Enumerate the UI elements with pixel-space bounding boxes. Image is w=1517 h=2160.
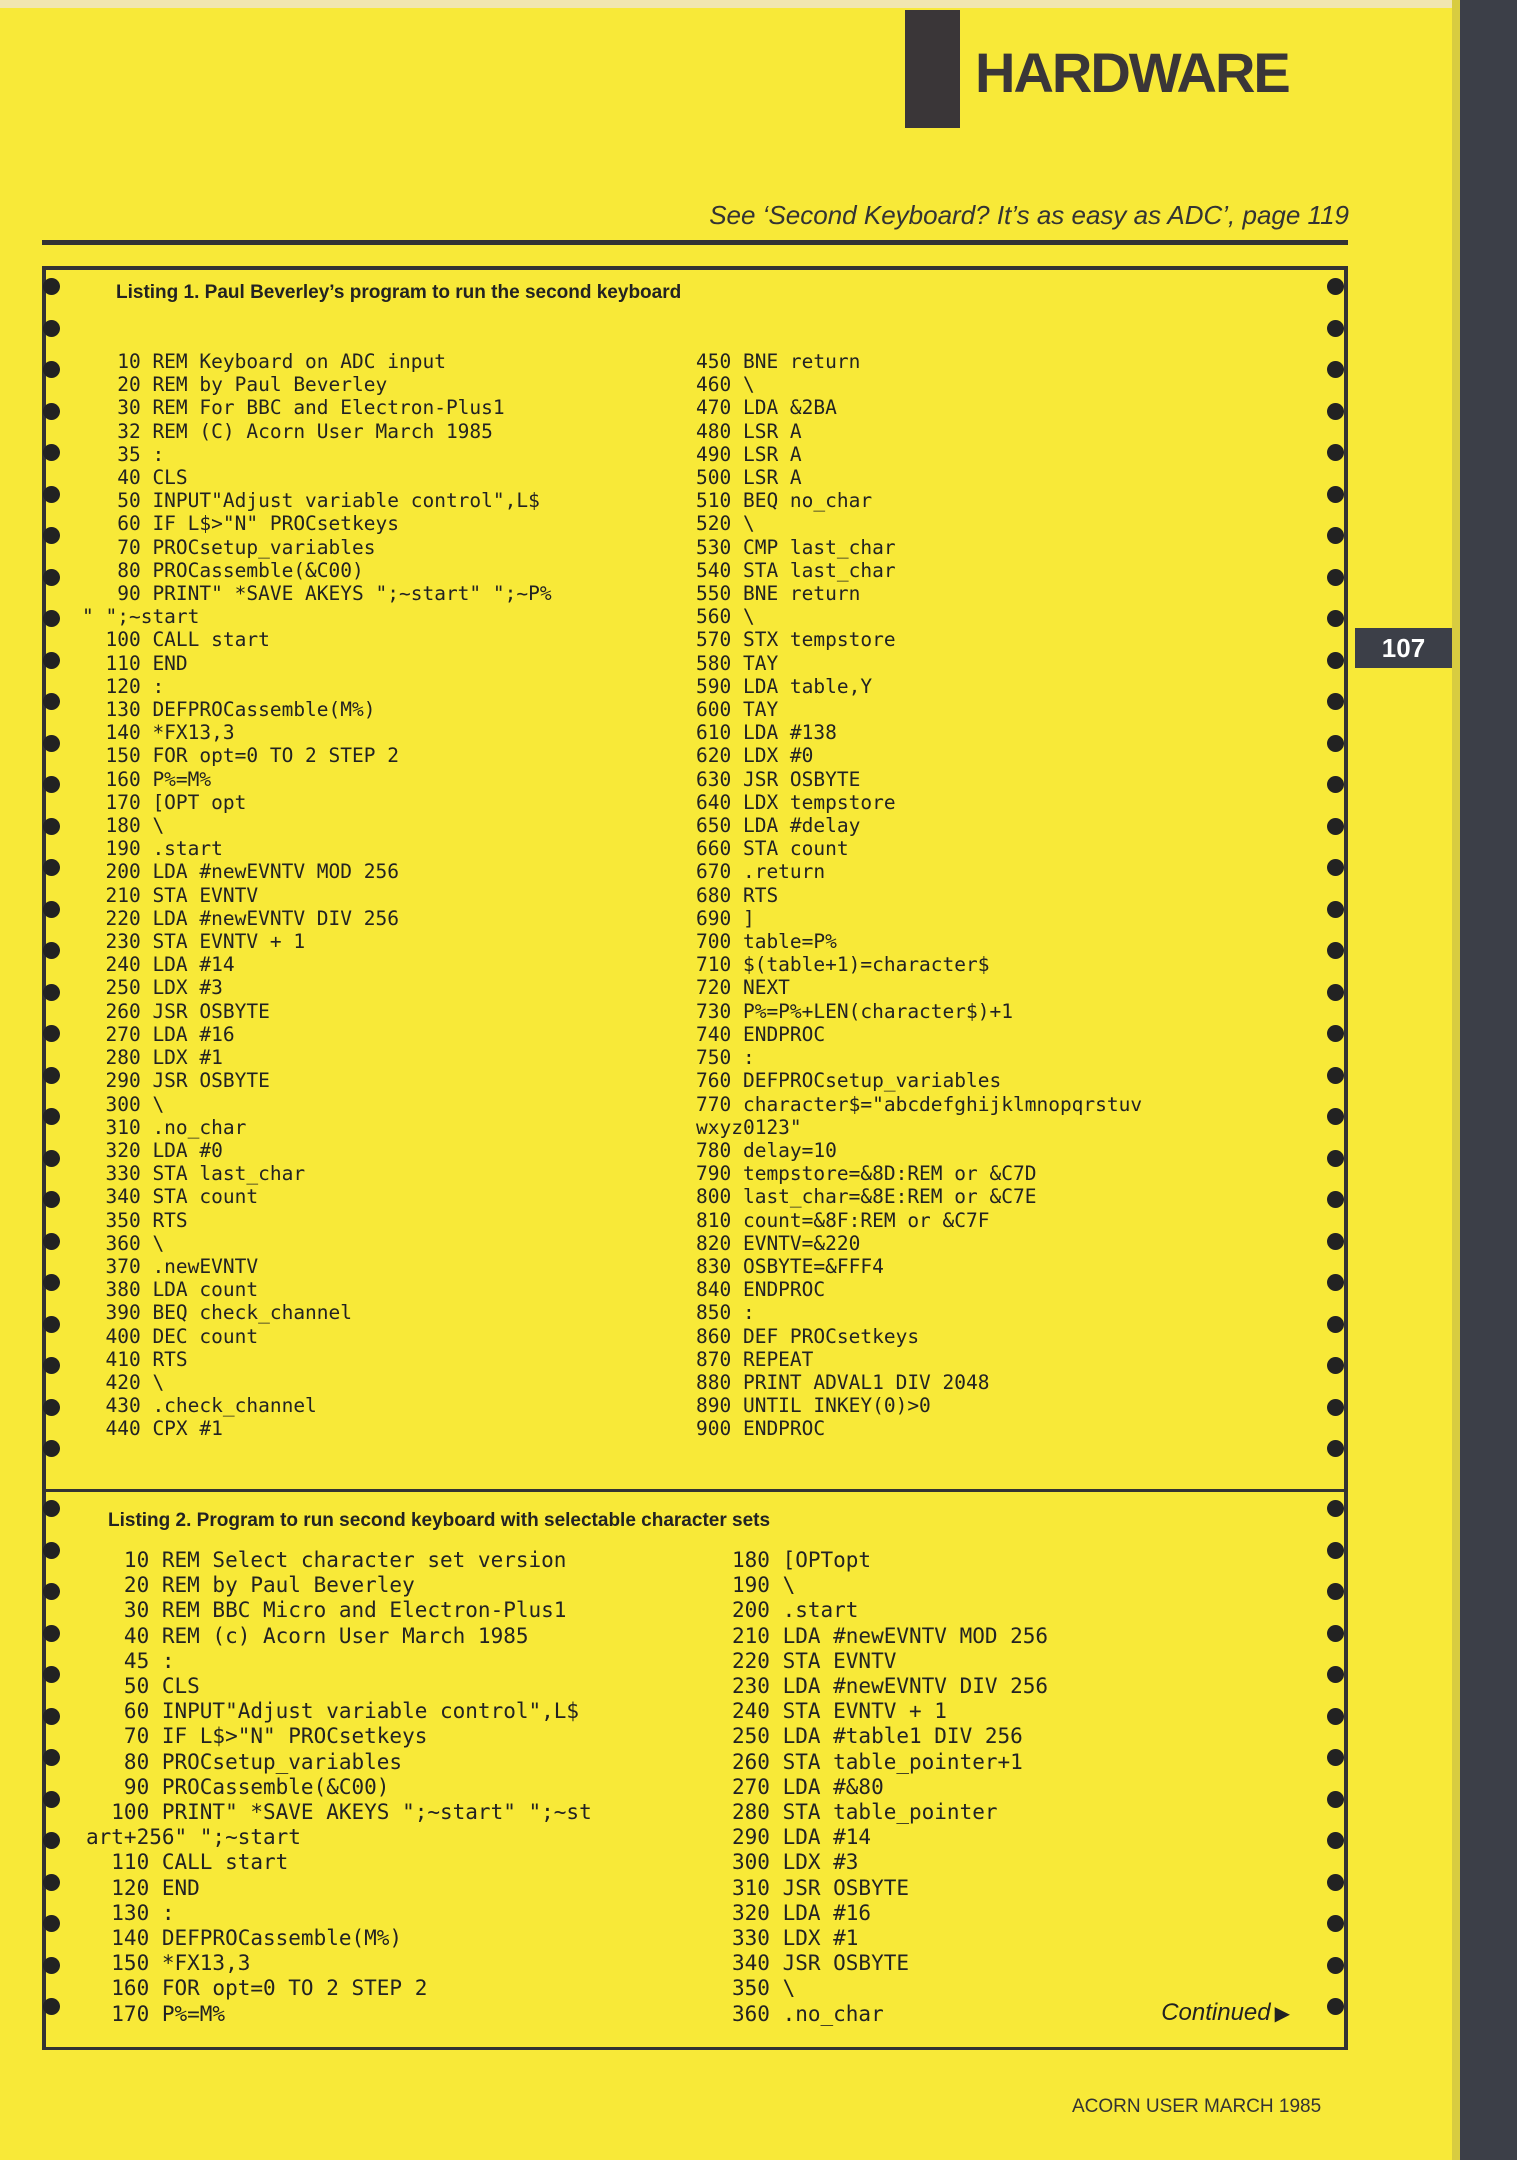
perforation-hole	[43, 776, 60, 793]
section-title: HARDWARE	[975, 41, 1289, 104]
perforation-hole	[43, 403, 60, 420]
code-line: 440 CPX #1	[82, 1417, 223, 1441]
code-line: 450 BNE return	[696, 350, 861, 373]
code-line: 580 TAY	[696, 651, 779, 675]
code-line: 190 .start	[82, 837, 223, 861]
code-line: 720 NEXT	[696, 976, 790, 1000]
code-line: 770 character$="abcdefghijklmnopqrstuv	[696, 1092, 1143, 1116]
code-line: 480 LSR A	[696, 419, 802, 443]
perforation-hole	[1327, 1067, 1344, 1084]
perforation-hole	[1327, 1191, 1344, 1208]
code-line: 45 :	[86, 1648, 175, 1673]
code-line: 110 END	[82, 651, 188, 675]
code-line: 780 delay=10	[696, 1138, 837, 1162]
code-line: 290 JSR OSBYTE	[82, 1069, 270, 1093]
code-line: 460 \	[696, 373, 755, 397]
perforation-hole	[1327, 361, 1344, 378]
code-line: 390 BEQ check_channel	[82, 1301, 353, 1325]
perforation-hole	[43, 1791, 60, 1808]
perforation-hole	[43, 610, 60, 627]
perforation-hole	[1327, 1915, 1344, 1932]
code-line: 60 INPUT"Adjust variable control",L$	[86, 1699, 580, 1724]
code-line: 50 INPUT"Adjust variable control",L$	[82, 489, 540, 513]
code-line: 250 LDX #3	[82, 976, 223, 1000]
perforation-hole	[43, 859, 60, 876]
perforation-hole	[43, 901, 60, 918]
code-line: 240 LDA #14	[82, 953, 235, 977]
perforation-hole	[43, 1874, 60, 1891]
binding-edge	[1460, 0, 1517, 2160]
perforation-hole	[1327, 818, 1344, 835]
code-line: 32 REM (C) Acorn User March 1985	[82, 419, 493, 443]
footer-issue-line: ACORN USER MARCH 1985	[1072, 2096, 1322, 2117]
code-line: 320 LDA #16	[732, 1900, 872, 1925]
code-line: 80 PROCsetup_variables	[86, 1749, 403, 1774]
code-line: 490 LSR A	[696, 442, 802, 466]
continued-text: Continued	[1161, 1999, 1271, 2026]
code-line: 860 DEF PROCsetkeys	[696, 1324, 920, 1348]
listing-2-code-right	[732, 1548, 1048, 2027]
perforation-hole	[43, 1708, 60, 1725]
code-line: 320 LDA #0	[82, 1138, 223, 1162]
perforation-hole	[43, 1025, 60, 1042]
perforation-hole	[1327, 1832, 1344, 1849]
code-line: 570 STX tempstore	[696, 628, 896, 652]
code-line: 220 STA EVNTV	[732, 1648, 897, 1673]
code-line: 350 RTS	[82, 1208, 188, 1232]
code-line: 210 STA EVNTV	[82, 883, 259, 907]
perforation-holes-right	[1327, 270, 1347, 1489]
code-line: 500 LSR A	[696, 466, 802, 490]
code-line: 880 PRINT ADVAL1 DIV 2048	[696, 1370, 990, 1394]
perforation-hole	[1327, 444, 1344, 461]
perforation-hole	[43, 1108, 60, 1125]
listing-2-box	[42, 1492, 1348, 2050]
perforation-hole	[43, 361, 60, 378]
code-line: 310 .no_char	[82, 1115, 247, 1139]
perforation-hole	[1327, 278, 1344, 295]
code-line: 40 REM (c) Acorn User March 1985	[86, 1623, 529, 1648]
perforation-hole	[43, 1915, 60, 1932]
code-line: 710 $(table+1)=character$	[696, 953, 990, 977]
listing-1-code-right	[696, 350, 1142, 1441]
listing-2-code-left	[86, 1548, 592, 2027]
code-line: art+256" ";~start	[86, 1825, 301, 1850]
code-line: 250 LDA #table1 DIV 256	[732, 1724, 1023, 1749]
code-line: 200 .start	[732, 1598, 859, 1623]
listing-1-code-left	[82, 350, 552, 1441]
code-line: 20 REM by Paul Beverley	[82, 373, 388, 397]
code-line: 890 UNTIL INKEY(0)>0	[696, 1394, 931, 1418]
perforation-hole	[1327, 1150, 1344, 1167]
code-line: 230 STA EVNTV + 1	[82, 930, 306, 954]
listing-2-caption: Listing 2. Program to run second keyboard with selectable character sets	[108, 1510, 771, 1531]
code-line: 470 LDA &2BA	[696, 396, 837, 420]
perforation-hole	[43, 278, 60, 295]
perforation-holes-right	[1327, 1492, 1347, 2047]
code-line: 130 DEFPROCassemble(M%)	[82, 698, 376, 722]
right-triangle-arrow-icon: ▶	[1274, 2003, 1290, 2025]
code-line: 130 :	[86, 1900, 175, 1925]
code-line: 410 RTS	[82, 1347, 188, 1371]
code-line: 270 LDA #&80	[732, 1774, 884, 1799]
code-line: 290 LDA #14	[732, 1825, 872, 1850]
code-line: 680 RTS	[696, 883, 779, 907]
perforation-hole	[43, 1316, 60, 1333]
perforation-hole	[43, 1500, 60, 1517]
code-line: 230 LDA #newEVNTV DIV 256	[732, 1674, 1049, 1699]
code-line: 590 LDA table,Y	[696, 674, 873, 698]
code-line: 260 JSR OSBYTE	[82, 999, 270, 1023]
code-line: 280 LDX #1	[82, 1046, 223, 1070]
code-line: 300 LDX #3	[732, 1850, 859, 1875]
perforation-hole	[43, 1832, 60, 1849]
code-line: 790 tempstore=&8D:REM or &C7D	[696, 1162, 1037, 1186]
perforation-hole	[1327, 1399, 1344, 1416]
perforation-hole	[43, 818, 60, 835]
code-line: 10 REM Select character set version	[86, 1548, 567, 1572]
perforation-hole	[1327, 1440, 1344, 1457]
code-line: 120 END	[86, 1875, 200, 1900]
perforation-hole	[43, 1233, 60, 1250]
perforation-hole	[43, 693, 60, 710]
perforation-hole	[1327, 1749, 1344, 1766]
perforation-hole	[1327, 1625, 1344, 1642]
perforation-hole	[43, 652, 60, 669]
code-line: 610 LDA #138	[696, 721, 837, 745]
code-line: 660 STA count	[696, 837, 849, 861]
code-line: 670 .return	[696, 860, 826, 884]
code-line: 150 *FX13,3	[86, 1951, 251, 1976]
perforation-hole	[1327, 1708, 1344, 1725]
code-line: 420 \	[82, 1370, 165, 1394]
code-line: 220 LDA #newEVNTV DIV 256	[82, 906, 399, 930]
perforation-hole	[43, 942, 60, 959]
code-line: 310 JSR OSBYTE	[732, 1875, 910, 1900]
code-line: 640 LDX tempstore	[696, 790, 896, 814]
perforation-hole	[43, 444, 60, 461]
code-line: 820 EVNTV=&220	[696, 1231, 861, 1255]
perforation-hole	[43, 527, 60, 544]
code-line: 140 *FX13,3	[82, 721, 235, 745]
code-line: 110 CALL start	[86, 1850, 289, 1875]
code-line: 380 LDA count	[82, 1278, 259, 1302]
code-line: 260 STA table_pointer+1	[732, 1749, 1023, 1774]
perforation-hole	[1327, 1025, 1344, 1042]
perforation-hole	[1327, 1357, 1344, 1374]
perforation-hole	[43, 984, 60, 1001]
perforation-hole	[1327, 735, 1344, 752]
perforation-hole	[43, 1998, 60, 2015]
code-line: 20 REM by Paul Beverley	[86, 1573, 415, 1598]
code-line: wxyz0123"	[696, 1115, 802, 1139]
code-line: 510 BEQ no_char	[696, 489, 873, 513]
perforation-hole	[1327, 652, 1344, 669]
listing-1-box	[42, 266, 1348, 1492]
perforation-hole	[1327, 1791, 1344, 1808]
perforation-hole	[43, 1583, 60, 1600]
code-line: 70 PROCsetup_variables	[82, 535, 376, 559]
perforation-hole	[43, 1749, 60, 1766]
perforation-hole	[1327, 1500, 1344, 1517]
perforation-hole	[1327, 901, 1344, 918]
code-line: 690 ]	[696, 906, 755, 930]
code-line: 550 BNE return	[696, 582, 861, 606]
code-line: 620 LDX #0	[696, 744, 814, 768]
perforation-hole	[43, 1150, 60, 1167]
code-line: 350 \	[732, 1976, 796, 2001]
code-line: 850 :	[696, 1301, 755, 1325]
code-line: 100 CALL start	[82, 628, 270, 652]
code-line: 540 STA last_char	[696, 558, 896, 582]
perforation-hole	[1327, 569, 1344, 586]
code-line: 800 last_char=&8E:REM or &C7E	[696, 1185, 1037, 1209]
perforation-hole	[1327, 610, 1344, 627]
code-line: 520 \	[696, 512, 755, 536]
code-line: 340 STA count	[82, 1185, 259, 1209]
code-line: 170 P%=M%	[86, 2001, 226, 2026]
code-line: 330 LDX #1	[732, 1926, 859, 1951]
perforation-hole	[1327, 1542, 1344, 1559]
page-top-strip	[0, 0, 1460, 8]
perforation-hole	[1327, 693, 1344, 710]
code-line: 700 table=P%	[696, 930, 837, 954]
code-line: 200 LDA #newEVNTV MOD 256	[82, 860, 399, 884]
code-line: 190 \	[732, 1573, 796, 1598]
code-line: 70 IF L$>"N" PROCsetkeys	[86, 1724, 428, 1749]
code-line: 600 TAY	[696, 698, 779, 722]
continued-label	[1161, 1999, 1290, 2027]
code-line: 360 \	[82, 1231, 165, 1255]
code-line: 630 JSR OSBYTE	[696, 767, 861, 791]
perforation-hole	[43, 1399, 60, 1416]
perforation-hole	[1327, 320, 1344, 337]
code-line: 340 JSR OSBYTE	[732, 1951, 910, 1976]
code-line: 90 PRINT" *SAVE AKEYS ";~start" ";~P%	[82, 582, 552, 606]
code-line: 210 LDA #newEVNTV MOD 256	[732, 1623, 1049, 1648]
code-line: 370 .newEVNTV	[82, 1254, 259, 1278]
perforation-hole	[1327, 1666, 1344, 1683]
perforation-hole	[1327, 984, 1344, 1001]
perforation-hole	[1327, 776, 1344, 793]
perforation-hole	[1327, 486, 1344, 503]
code-line: 160 P%=M%	[82, 767, 212, 791]
code-line: 180 \	[82, 814, 165, 838]
code-line: 730 P%=P%+LEN(character$)+1	[696, 999, 1013, 1023]
code-line: 170 [OPT opt	[82, 790, 247, 814]
perforation-hole	[43, 1440, 60, 1457]
perforation-hole	[43, 1666, 60, 1683]
code-line: 90 PROCassemble(&C00)	[86, 1774, 390, 1799]
perforation-hole	[43, 1957, 60, 1974]
perforation-hole	[43, 1625, 60, 1642]
perforation-hole	[1327, 942, 1344, 959]
perforation-hole	[43, 486, 60, 503]
code-line: 40 CLS	[82, 466, 188, 490]
perforation-hole	[1327, 403, 1344, 420]
code-line: 560 \	[696, 605, 755, 629]
code-line: " ";~start	[82, 605, 200, 629]
code-line: 10 REM Keyboard on ADC input	[82, 350, 446, 373]
code-line: 530 CMP last_char	[696, 535, 896, 559]
code-line: 830 OSBYTE=&FFF4	[696, 1254, 884, 1278]
code-line: 360 .no_char	[732, 2001, 884, 2026]
code-line: 900 ENDPROC	[696, 1417, 826, 1441]
perforation-hole	[43, 569, 60, 586]
perforation-hole	[1327, 1274, 1344, 1291]
perforation-hole	[43, 1067, 60, 1084]
code-line: 650 LDA #delay	[696, 814, 861, 838]
code-line: 180 [OPTopt	[732, 1548, 872, 1572]
code-line: 280 STA table_pointer	[732, 1800, 998, 1825]
perforation-holes-left	[43, 270, 63, 1489]
perforation-hole	[43, 1274, 60, 1291]
listing-1-caption: Listing 1. Paul Beverley’s program to run the second keyboard	[116, 282, 682, 303]
code-line: 30 REM For BBC and Electron-Plus1	[82, 396, 505, 420]
perforation-hole	[1327, 1957, 1344, 1974]
perforation-holes-left	[43, 1492, 63, 2047]
perforation-hole	[1327, 1233, 1344, 1250]
code-line: 30 REM BBC Micro and Electron-Plus1	[86, 1598, 567, 1623]
code-line: 760 DEFPROCsetup_variables	[696, 1069, 1002, 1093]
code-line: 740 ENDPROC	[696, 1022, 826, 1046]
code-line: 120 :	[82, 674, 165, 698]
perforation-hole	[43, 735, 60, 752]
code-line: 60 IF L$>"N" PROCsetkeys	[82, 512, 399, 536]
code-line: 50 CLS	[86, 1674, 200, 1699]
code-line: 330 STA last_char	[82, 1162, 306, 1186]
perforation-hole	[1327, 1998, 1344, 2015]
perforation-hole	[1327, 1316, 1344, 1333]
perforation-hole	[43, 320, 60, 337]
section-header-tab	[905, 10, 960, 128]
perforation-hole	[1327, 1583, 1344, 1600]
perforation-hole	[1327, 859, 1344, 876]
code-line: 840 ENDPROC	[696, 1278, 826, 1302]
perforation-hole	[43, 1191, 60, 1208]
perforation-hole	[1327, 527, 1344, 544]
code-line: 80 PROCassemble(&C00)	[82, 558, 364, 582]
code-line: 870 REPEAT	[696, 1347, 814, 1371]
perforation-hole	[1327, 1874, 1344, 1891]
code-line: 810 count=&8F:REM or &C7F	[696, 1208, 990, 1232]
code-line: 300 \	[82, 1092, 165, 1116]
perforation-hole	[43, 1542, 60, 1559]
code-line: 100 PRINT" *SAVE AKEYS ";~start" ";~st	[86, 1800, 592, 1825]
code-line: 160 FOR opt=0 TO 2 STEP 2	[86, 1976, 428, 2001]
code-line: 240 STA EVNTV + 1	[732, 1699, 947, 1724]
see-also-reference: See ‘Second Keyboard? It’s as easy as ADC’, page 119	[709, 200, 1349, 230]
header-rule	[42, 240, 1348, 245]
perforation-hole	[1327, 1108, 1344, 1125]
code-line: 140 DEFPROCassemble(M%)	[86, 1926, 403, 1951]
code-line: 750 :	[696, 1046, 755, 1070]
code-line: 430 .check_channel	[82, 1394, 317, 1418]
code-line: 35 :	[82, 442, 165, 466]
code-line: 270 LDA #16	[82, 1022, 235, 1046]
perforation-hole	[43, 1357, 60, 1374]
page-number-tab: 107	[1355, 628, 1452, 668]
code-line: 150 FOR opt=0 TO 2 STEP 2	[82, 744, 399, 768]
code-line: 400 DEC count	[82, 1324, 259, 1348]
